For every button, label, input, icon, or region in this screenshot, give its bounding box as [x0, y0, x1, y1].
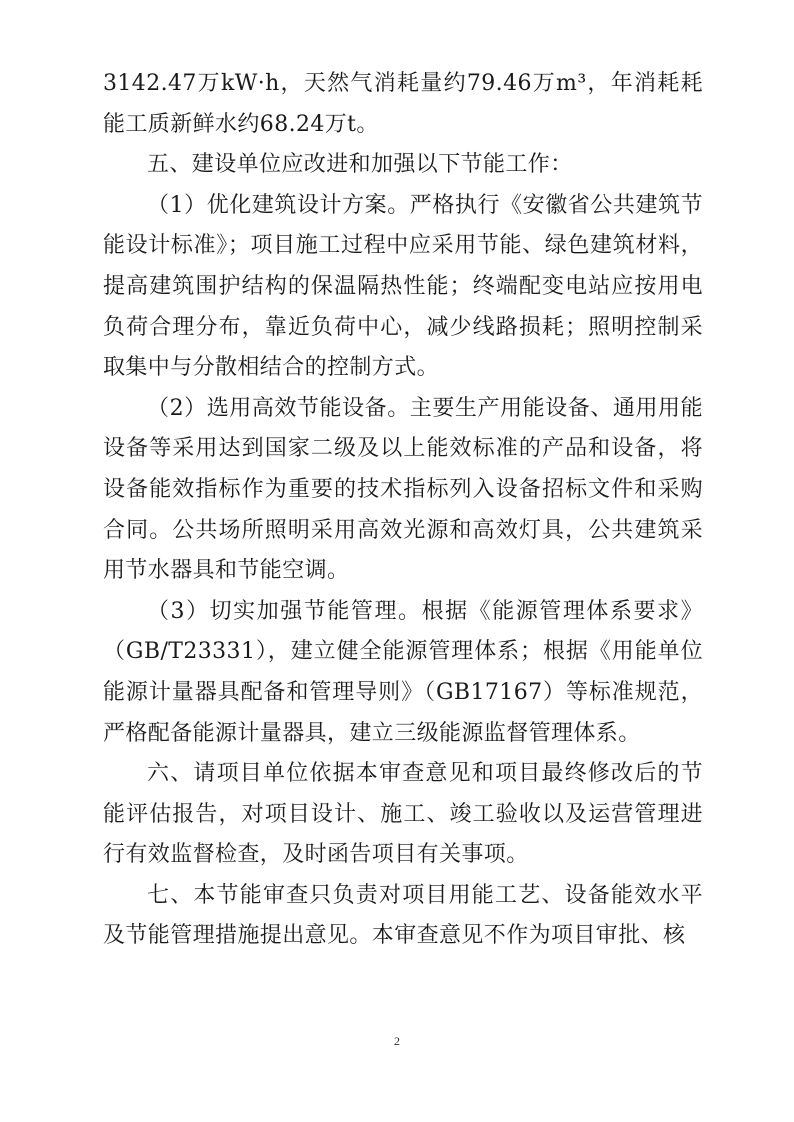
section-five-heading: 五、建设单位应改进和加强以下节能工作：	[147, 152, 573, 178]
section-seven-paragraph: 七、本节能审查只负责对项目用能工艺、设备能效水平及节能管理措施提出意见。本审查意见不作为项目审批、核	[103, 882, 703, 949]
section-six-paragraph: 六、请项目单位依据本审查意见和项目最终修改后的节能评估报告，对项目设计、施工、竣工验收以及运营管理进行有效监督检查，及时函告项目有关事项。	[103, 761, 703, 868]
item-3-paragraph: （3）切实加强节能管理。根据《能源管理体系要求》（GB/T23331），建立健全能源管理体系；根据《用能单位能源计量器具配备和管理导则》（GB17167）等标准规范，严格配备能源计量器具，建立三级能源监督管理体系。	[103, 598, 703, 746]
item-2-paragraph: （2）选用高效节能设备。主要生产用能设备、通用用能设备等采用达到国家二级及以上能效标准的产品和设备，将设备能效指标作为重要的技术指标列入设备招标文件和采购合同。公共场所照明采用高效光源和高效灯具，公共建筑采用节水器具和节能空调。	[103, 395, 703, 584]
item-1-paragraph: （1）优化建筑设计方案。严格执行《安徽省公共建筑节能设计标准》；项目施工过程中应采用节能、绿色建筑材料，提高建筑围护结构的保温隔热性能；终端配变电站应按用电负荷合理分布，靠近负荷中心，减少线路损耗；照明控制采取集中与分散相结合的控制方式。	[103, 192, 703, 381]
page-number: 2	[394, 1034, 400, 1048]
document-body	[103, 64, 703, 957]
paragraph-continuation: 3142.47万kW·h，天然气消耗量约79.46万m³，年消耗耗能工质新鲜水约68.24万t。	[103, 71, 703, 137]
